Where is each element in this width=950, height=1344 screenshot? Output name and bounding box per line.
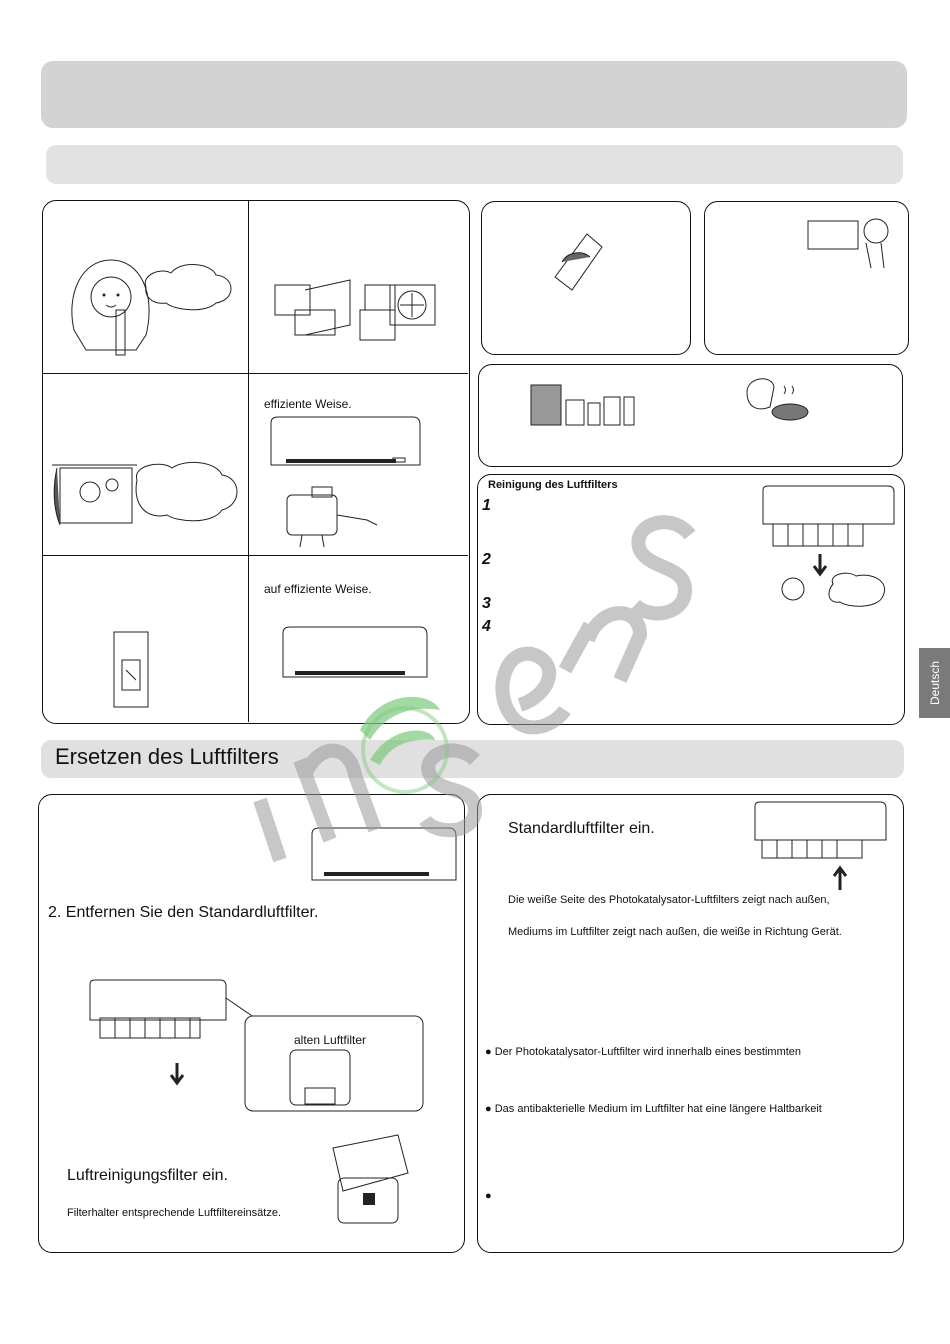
girl-wipe-unit-illustration	[806, 213, 898, 271]
header-bar	[41, 61, 907, 128]
filter-pullout-illustration	[80, 978, 425, 1113]
cleaning-step-3: 3	[482, 595, 491, 612]
window-sun-illustration	[52, 460, 242, 535]
white-side-note: Die weiße Seite des Photokatalysator-Luftfilters zeigt nach außen,	[508, 894, 830, 906]
cleaning-step-4: 4	[482, 618, 491, 635]
bullet-2	[485, 1103, 822, 1115]
standard-filter-line: Standardluftfilter ein.	[508, 820, 655, 837]
breaker-switch-illustration	[112, 630, 152, 710]
girl-remote-illustration	[66, 255, 241, 360]
bullet-1-text: Der Photokatalysator-Luftfilter wird innerhalb eines bestimmten	[494, 1046, 802, 1058]
bullet-dot-icon: ●	[485, 1046, 492, 1058]
language-tab-label: Deutsch	[927, 660, 942, 706]
filter-removal-illustration	[748, 484, 896, 629]
bullet-1	[485, 1046, 801, 1058]
bullet-3	[485, 1190, 492, 1202]
cloth-hand-illustration	[552, 232, 607, 292]
medium-note: Mediums im Luftfilter zeigt nach außen, die weiße in Richtung Gerät.	[508, 926, 842, 938]
filter-insert-illustration	[328, 1133, 410, 1225]
old-filter-callout: alten Luftfilter	[294, 1033, 367, 1047]
language-tab[interactable]	[919, 648, 950, 718]
detergent-bottles-illustration	[528, 375, 638, 427]
insens-watermark-logo	[220, 440, 720, 910]
filter-insert-unit-illustration	[740, 800, 890, 892]
section-title: Ersetzen des Luftfilters	[55, 744, 279, 769]
cleaning-title: Reinigung des Luftfilters	[488, 479, 618, 491]
hot-water-illustration	[742, 372, 812, 424]
cleaning-step-2: 2	[482, 551, 491, 568]
bullet-2-text: Das antibakterielle Medium im Luftfilter hat eine längere Haltbarkeit	[494, 1103, 822, 1115]
remove-standard-filter-step: 2. Entfernen Sie den Standardluftfilter.	[48, 904, 319, 921]
bullet-dot-icon: ●	[485, 1103, 492, 1115]
furniture-outdoor-unit-illustration	[270, 270, 440, 345]
bullet-dot-icon: ●	[485, 1190, 492, 1202]
efficient-text-2: auf effiziente Weise.	[264, 582, 372, 596]
efficient-text-1: effiziente Weise.	[264, 397, 352, 411]
cleaning-step-1: 1	[482, 497, 491, 514]
subheader-bar	[46, 145, 903, 184]
filter-holder-line: Filterhalter entsprechende Luftfiltereinsätze.	[67, 1207, 282, 1219]
air-purifying-filter-line: Luftreinigungsfilter ein.	[67, 1167, 228, 1184]
grid-divider-row1	[43, 373, 468, 374]
